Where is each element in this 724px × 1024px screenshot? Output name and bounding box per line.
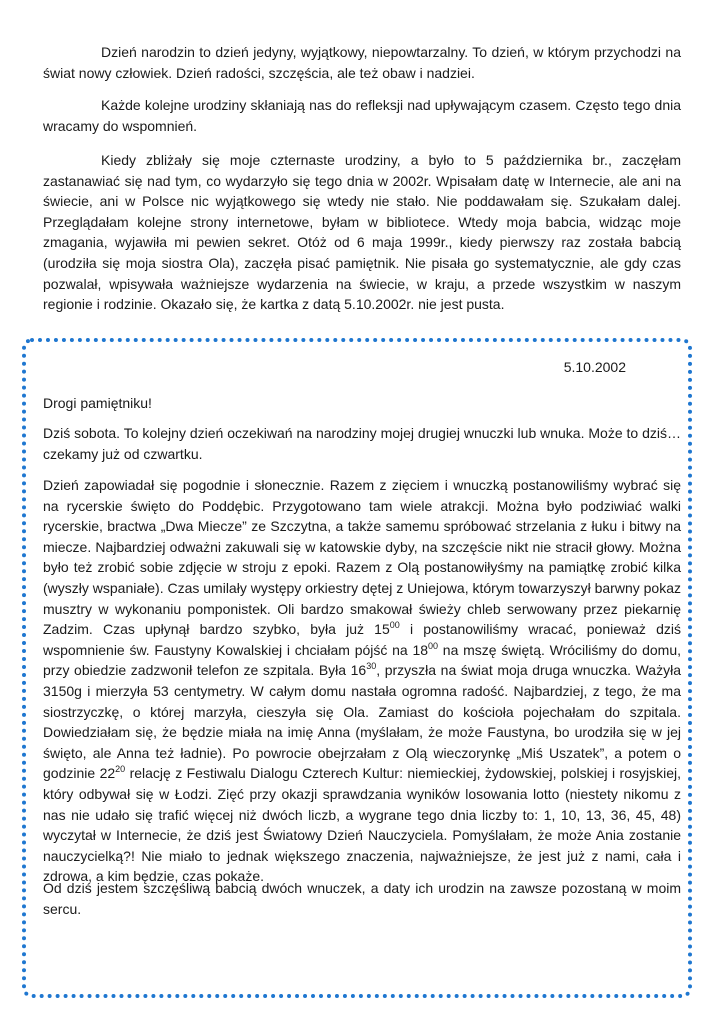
superscript-minutes: 20 (115, 764, 126, 775)
diary-paragraph-2: Dzień zapowiadał się pogodnie i słonecznie. Razem z zięciem i wnuczką postanowiliśmy wybrać się na rycerskie święto do Poddębic. Przygotowano tam wiele atrakcji. Można było podziwiać walki rycerskie, bractwa „Dwa Miecze” ze Szczytna, a także samemu spróbować strzelania z łuku i bitwy na miecze. Najbardziej odważni zakuwali się w katowskie dyby, na szczęście nikt nie stracił głowy. Można było też zrobić sobie zdjęcie w stroju z epoki. Razem z Olą postanowiłyśmy na pamiątkę zrobić kilka (wyszły wspaniałe). Czas umilały występy orkiestry dętej z Uniejowa, którym towarzyszył barwny pokaz musztry w wykonaniu pomponistek. Oli bardzo smakował świeży chleb serwowany przez piekarnię Zadzim. Czas upłynął bardzo szybko, była już $15^{00}$ i postanowiliśmy wracać, ponieważ dziś wspomnienie św. Faustyny Kowalskiej i chciałam pójść na $18^{00}$ na mszę świętą. Wróciliśmy do domu, przy obiedzie zadzwonił telefon ze szpitala. Była $16^{30}$, przyszła na świat moja druga wnuczka. Ważyła 3150g i mierzyła 53 centymetry. W całym domu nastała ogromna radość. Najbardziej, z tego, że ma siostrzyczkę, o której marzyła, cieszyła się Ola. Zamiast do kościoła pojechałam do szpitala. Dowiedziałam się, że będzie miała na imię Anna (myślałam, że może Faustyna, bo urodziła się w jej święto, ale Anna też ładnie). Po powrocie obejrzałam z Olą wieczorynkę „Miś Uszatek”, a potem o godzinie $22^{20}$ relację z Festiwalu Dialogu Czterech Kultur: niemieckiej, żydowskiej, polskiej i rosyjskiej, który odbywał się w Łodzi. Zięć przy okazji sprawdzania wyników losowania lotto (niestety nikomu z nas nie udało się trafić więcej niż dwóch liczb, a wygrane tego dnia liczby to: 1, 10, 13, 36, 45, 48) wyczytał w Internecie, że dziś jest Światowy Dzień Nauczyciela. Pomyślałam, że może Ania zostanie nauczycielką?! Nie miało to jednak większego znaczenia, najważniejsze, że jest już z nami, cała i zdrowa, a kim będzie, czas pokaże. (43, 477, 681, 885)
diary-paragraph-3: Od dziś jestem szczęśliwą babcią dwóch wnuczek, a daty ich urodzin na zawsze pozostaną w moim sercu. (43, 880, 681, 917)
superscript-minutes: 00 (428, 640, 439, 651)
diary-greeting: Drogi pamiętniku! (43, 395, 152, 411)
intro-paragraph-3: Kiedy zbliżały się moje czternaste urodziny, a było to 5 października br., zaczęłam zastanawiać się nad tym, co wydarzyło się tego dnia w 2002r. Wpisałam datę w Internecie, ale ani na świecie, ani w Polsce nic wyjątkowego się wtedy nie stało. Nie poddawałam się. Szukałam dalej. Przeglądałam kolejne strony internetowe, byłam w bibliotece. Wtedy moja babcia, widząc moje zmagania, wyjawiła mi pewien sekret. Otóż od 6 maja 1999r., kiedy pierwszy raz została babcią (urodziła się moja siostra Ola), zaczęła pisać pamiętnik. Nie pisała go systematycznie, ale gdy czas pozwalał, wpisywała ważniejsze wydarzenia na świecie, w kraju, a przede wszystkim w naszym regionie i rodzinie. Okazało się, że kartka z datą 5.10.2002r. nie jest pusta. (43, 152, 681, 313)
intro-paragraph-2: Każde kolejne urodziny skłaniają nas do refleksji nad upływającym czasem. Często tego dnia wracamy do wspomnień. (43, 97, 681, 134)
intro-paragraph-1: Dzień narodzin to dzień jedyny, wyjątkowy, niepowtarzalny. To dzień, w którym przychodzi na świat nowy człowiek. Dzień radości, szczęścia, ale też obaw i nadziei. (43, 44, 681, 81)
superscript-minutes: 00 (389, 620, 400, 631)
diary-paragraph-1: Dziś sobota. To kolejny dzień oczekiwań na narodziny mojej drugiej wnuczki lub wnuka. Może to dziś… czekamy już od czwartku. (43, 425, 681, 462)
superscript-minutes: 30 (366, 661, 377, 672)
diary-date: 5.10.2002 (563, 359, 626, 375)
